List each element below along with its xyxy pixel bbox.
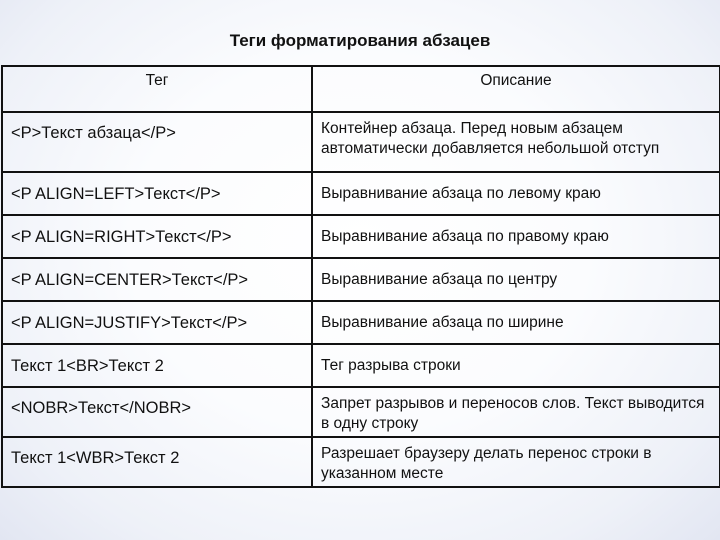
table-row bbox=[2, 172, 720, 215]
tag-cell: <P>Текст абзаца</P> bbox=[2, 112, 312, 172]
tags-table bbox=[1, 65, 720, 488]
table-row bbox=[2, 387, 720, 437]
table-row bbox=[2, 344, 720, 387]
column-header-tag: Тег bbox=[2, 66, 312, 112]
description-cell: Контейнер абзаца. Перед новым абзацем автоматически добавляется небольшой отступ bbox=[312, 112, 720, 172]
description-cell: Запрет разрывов и переносов слов. Текст выводится в одну строку bbox=[312, 387, 720, 437]
table-row bbox=[2, 258, 720, 301]
description-cell: Выравнивание абзаца по ширине bbox=[312, 301, 720, 344]
description-cell: Выравнивание абзаца по правому краю bbox=[312, 215, 720, 258]
tag-cell: Текст 1<BR>Текст 2 bbox=[2, 344, 312, 387]
tag-cell: <P ALIGN=CENTER>Текст</P> bbox=[2, 258, 312, 301]
description-cell: Тег разрыва строки bbox=[312, 344, 720, 387]
tag-cell: <P ALIGN=RIGHT>Текст</P> bbox=[2, 215, 312, 258]
tag-cell: Текст 1<WBR>Текст 2 bbox=[2, 437, 312, 487]
table-row bbox=[2, 215, 720, 258]
table-row bbox=[2, 437, 720, 487]
slide-title: Теги форматирования абзацев bbox=[229, 31, 491, 50]
description-cell: Выравнивание абзаца по центру bbox=[312, 258, 720, 301]
table-header-row bbox=[2, 66, 720, 112]
tag-cell: <P ALIGN=JUSTIFY>Текст</P> bbox=[2, 301, 312, 344]
table-row bbox=[2, 112, 720, 172]
column-header-description: Описание bbox=[312, 66, 720, 112]
description-cell: Разрешает браузеру делать перенос строки в указанном месте bbox=[312, 437, 720, 487]
table-row bbox=[2, 301, 720, 344]
tag-cell: <P ALIGN=LEFT>Текст</P> bbox=[2, 172, 312, 215]
tag-cell: <NOBR>Текст</NOBR> bbox=[2, 387, 312, 437]
description-cell: Выравнивание абзаца по левому краю bbox=[312, 172, 720, 215]
